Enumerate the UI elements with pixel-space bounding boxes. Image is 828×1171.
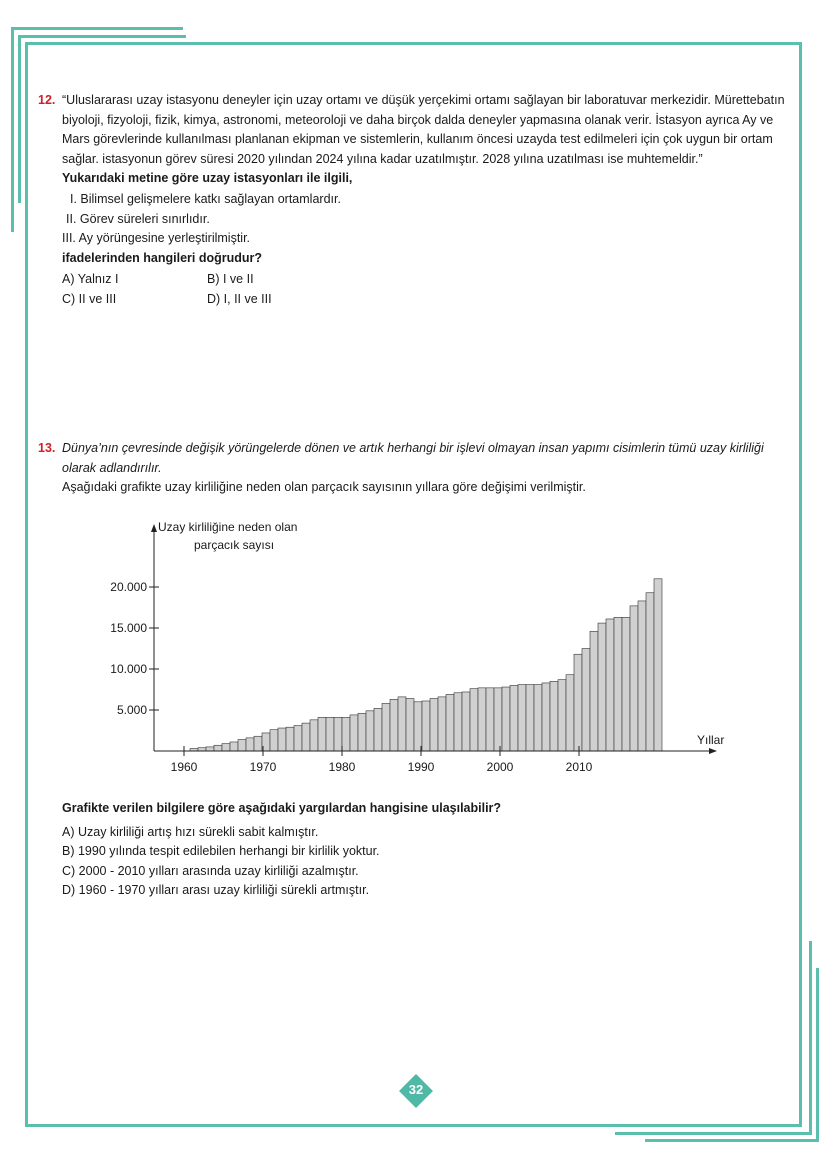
bar [278, 728, 286, 751]
y-tick-label: 5.000 [116, 703, 147, 717]
answer-options [38, 270, 793, 309]
bar [486, 688, 494, 751]
bar [494, 688, 502, 751]
question-13-question: Grafikte verilen bilgilere göre aşağıdaki yargılardan hangisine ulaşılabilir? [62, 801, 502, 815]
x-tick-label: 1960 [170, 760, 198, 774]
bar [422, 701, 430, 751]
bar [446, 694, 454, 751]
bar [622, 617, 630, 751]
bar [302, 723, 310, 751]
question-12-prompt: Yukarıdaki metine göre uzay istasyonları ile ilgili, [62, 171, 353, 186]
x-tick-label: 1980 [328, 760, 356, 774]
frame-line [11, 27, 14, 232]
frame-line [809, 941, 812, 1135]
y-axis-label-line1: Uzay kirliliğine neden olan [158, 520, 298, 534]
frame-border [25, 42, 802, 45]
bar [206, 747, 214, 751]
option-d[interactable]: D) I, II ve III [207, 291, 272, 306]
statement-list [38, 190, 793, 249]
bar [390, 699, 398, 751]
bar [230, 742, 238, 751]
frame-border [25, 1124, 802, 1127]
question-12-stem [38, 91, 793, 169]
frame-line [816, 968, 819, 1142]
option-b[interactable]: B) I ve II [207, 272, 254, 287]
bar-group [190, 579, 662, 751]
bar [550, 681, 558, 751]
option-c[interactable]: C) 2000 - 2010 yılları arasında uzay kirliliği azalmıştır. [62, 863, 359, 878]
bar [502, 687, 510, 751]
option-a[interactable]: A) Uzay kirliliği artış hızı sürekli sabit kalmıştır. [62, 824, 319, 839]
x-ticks [171, 746, 593, 774]
frame-line [645, 1139, 819, 1142]
frame-border [799, 42, 802, 1127]
x-tick-label: 2010 [565, 760, 593, 774]
bar [510, 685, 518, 751]
bar [558, 680, 566, 751]
option-d[interactable]: D) 1960 - 1970 yılları arası uzay kirliliği sürekli artmıştır. [62, 883, 370, 898]
option-c[interactable]: C) II ve III [62, 291, 117, 306]
bar [342, 717, 350, 751]
bar [654, 579, 662, 751]
bar [566, 675, 574, 751]
bar [630, 606, 638, 751]
bar [590, 631, 598, 751]
bar [350, 715, 358, 751]
bar [646, 593, 654, 751]
bar [238, 740, 246, 751]
bar [478, 688, 486, 751]
bar [470, 689, 478, 751]
frame-border [25, 42, 28, 1127]
x-tick-label: 1970 [249, 760, 277, 774]
question-number: 12. [38, 93, 56, 107]
bar [366, 711, 374, 751]
bar [310, 720, 318, 751]
bar [382, 703, 390, 751]
bar [214, 745, 222, 751]
answer-options [38, 823, 793, 901]
statement-3: III. Ay yörüngesine yerleştirilmiştir. [62, 231, 251, 246]
question-13-part2 [38, 799, 793, 901]
frame-line [18, 35, 21, 203]
bar [638, 601, 646, 751]
question-13-intro: Dünya’nın çevresinde değişik yörüngelerde dönen ve artık herhangi bir işlevi olmayan insan yapımı cisimlerin tümü uzay kirliliği olarak adlandırılır. [62, 441, 764, 475]
y-ticks [110, 580, 159, 717]
bar [398, 697, 406, 751]
bar [190, 749, 198, 751]
frame-line [11, 27, 183, 30]
y-tick-label: 20.000 [110, 580, 147, 594]
bar [406, 699, 414, 751]
bar [286, 727, 294, 751]
bar [318, 717, 326, 751]
y-axis-label-line2: parçacık sayısı [194, 538, 275, 552]
question-13 [38, 439, 793, 498]
question-12-question: ifadelerinden hangileri doğrudur? [62, 250, 263, 265]
bar [454, 693, 462, 751]
x-tick-label: 2000 [486, 760, 514, 774]
bar [254, 736, 262, 751]
frame-line [615, 1132, 812, 1135]
bar [374, 708, 382, 751]
question-12 [38, 91, 793, 310]
bar [262, 733, 270, 751]
bar [414, 702, 422, 751]
bar [430, 699, 438, 751]
frame-line [18, 35, 186, 38]
bar [598, 623, 606, 751]
x-axis-arrow [709, 748, 717, 754]
x-axis-label: Yıllar [697, 733, 725, 747]
y-axis-arrow [151, 524, 157, 532]
question-13-stem [38, 439, 793, 478]
bar [294, 726, 302, 751]
bar [326, 717, 334, 751]
statement-2: II. Görev süreleri sınırlıdır. [66, 211, 210, 226]
bar [614, 617, 622, 751]
page-number: 32 [408, 1082, 424, 1097]
y-tick-label: 15.000 [110, 621, 147, 635]
bar [246, 738, 254, 751]
option-b[interactable]: B) 1990 yılında tespit edilebilen herhangi bir kirlilik yoktur. [62, 844, 380, 859]
bar [334, 717, 342, 751]
bar [462, 692, 470, 751]
bar [438, 697, 446, 751]
page-number-badge [400, 1075, 432, 1107]
question-number: 13. [38, 441, 56, 455]
bar [542, 683, 550, 751]
bar [574, 654, 582, 751]
bar [358, 713, 366, 751]
statement-1: I. Bilimsel gelişmelere katkı sağlayan ortamlardır. [70, 191, 341, 206]
option-a[interactable]: A) Yalnız I [62, 272, 119, 287]
question-13-lead: Aşağıdaki grafikte uzay kirliliğine neden olan parçacık sayısının yıllara göre değişimi verilmiştir. [62, 480, 586, 495]
x-tick-label: 1990 [407, 760, 435, 774]
bar [534, 685, 542, 751]
y-tick-label: 10.000 [110, 662, 147, 676]
bar [526, 685, 534, 751]
question-12-text: “Uluslararası uzay istasyonu deneyler için uzay ortamı ve düşük yerçekimi ortamı sağlayan bir laboratuvar merkezidir. Mürettebatın biyoloji, fizyoloji, fizik, kimya, astronomi, meteoroloji ve daha birçok dalda deneyler yapmasına olanak verir. İstasyon ayrıca Ay ve Mars görevlerinde kullanılması planlanan ekipman ve sistemlerin, kullanım öncesi uzayda test edilmeleri için çok uygun bir ortam sağlar. istasyonun görev süresi 2020 yılından 2024 yılına kadar uzatılmıştır. 2028 yılına uzatılması ise muhtemeldir.” [62, 93, 785, 166]
bar [606, 619, 614, 751]
bar [198, 748, 206, 751]
bar [582, 649, 590, 752]
bar [270, 730, 278, 751]
bar [222, 744, 230, 751]
bar [518, 685, 526, 751]
